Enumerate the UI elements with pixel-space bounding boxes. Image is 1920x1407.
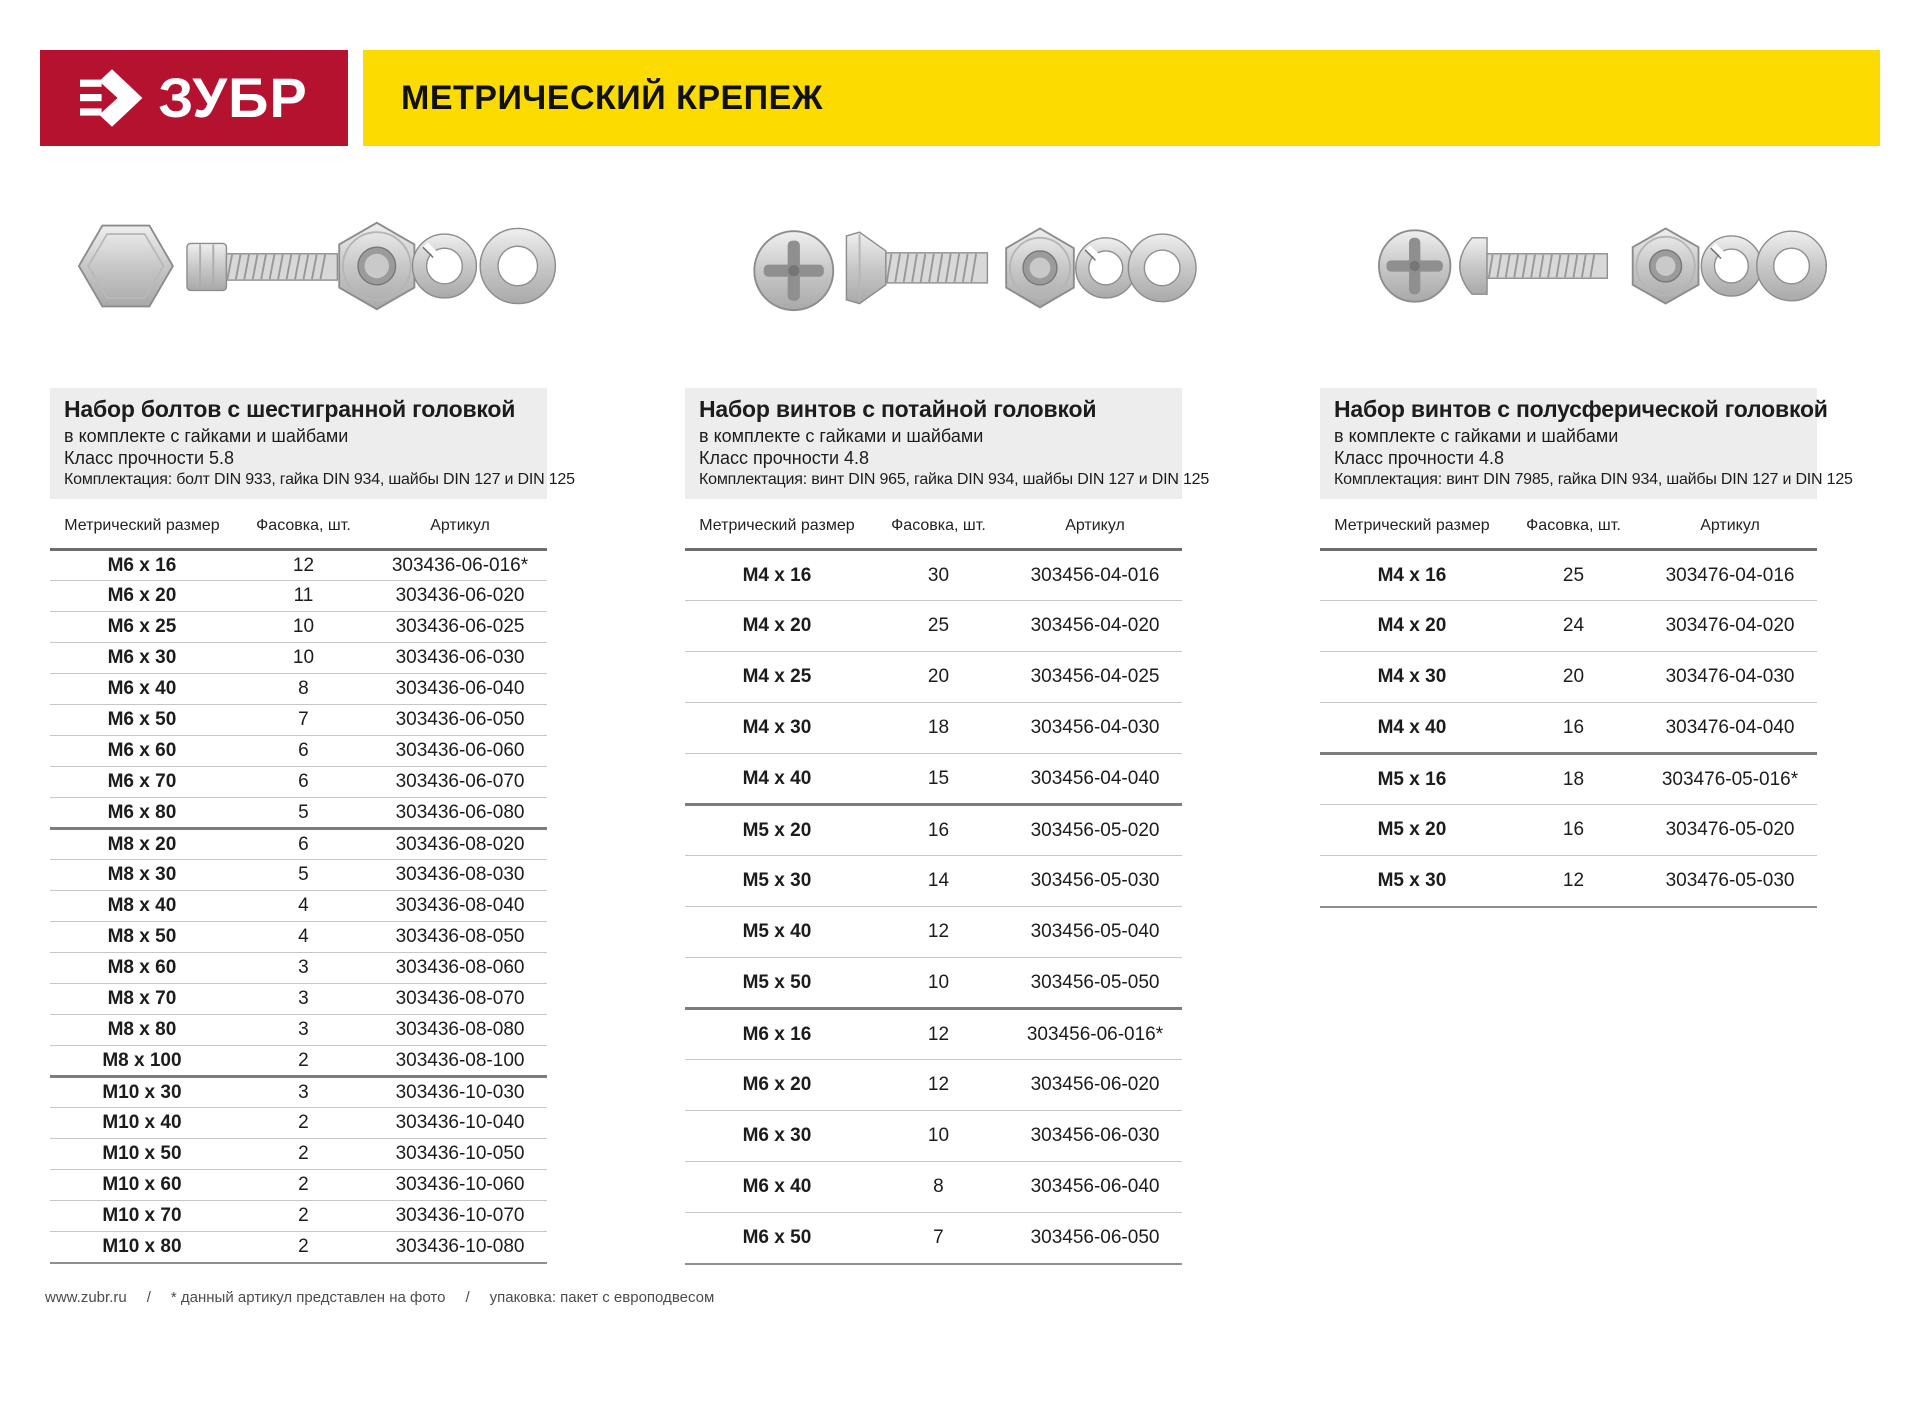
size-cell: М4 х 16	[685, 550, 869, 601]
sku-cell: 303436-06-020	[373, 581, 547, 612]
pack-qty-cell: 15	[869, 754, 1008, 805]
pack-qty-cell: 20	[1504, 652, 1643, 703]
size-cell: М6 х 30	[685, 1111, 869, 1162]
pack-qty-cell: 3	[234, 1015, 373, 1046]
pack-qty-cell: 16	[869, 805, 1008, 856]
table-row	[685, 958, 1182, 1009]
product-photo	[1320, 186, 1817, 346]
pack-qty-cell: 4	[234, 922, 373, 953]
split-lock-washer	[413, 234, 477, 298]
section-heading-box	[685, 388, 1210, 499]
table-row	[1320, 550, 1817, 601]
sku-cell: 303456-05-050	[1008, 958, 1182, 1009]
sku-cell: 303476-05-020	[1643, 805, 1817, 856]
section-strength-class: Класс прочности 4.8	[1334, 448, 1505, 468]
table-row	[50, 953, 547, 984]
section-subtitle: в комплекте с гайками и шайбами	[699, 426, 984, 446]
table-row	[50, 798, 547, 829]
table-row	[685, 907, 1182, 958]
size-cell: М10 х 70	[50, 1201, 234, 1232]
pack-qty-cell: 6	[234, 829, 373, 860]
table-row	[50, 767, 547, 798]
sku-cell: 303456-05-030	[1008, 856, 1182, 907]
flat-washer	[1757, 231, 1827, 301]
table-row	[50, 550, 547, 581]
size-cell: М6 х 40	[685, 1162, 869, 1213]
split-lock-washer	[1701, 236, 1761, 296]
page-footer	[0, 1289, 1920, 1306]
pack-qty-cell: 10	[234, 643, 373, 674]
size-cell: М4 х 20	[1320, 601, 1504, 652]
sku-cell: 303436-06-025	[373, 612, 547, 643]
sku-cell: 303436-08-030	[373, 860, 547, 891]
table-row	[50, 581, 547, 612]
pack-qty-cell: 7	[869, 1213, 1008, 1264]
table-row	[50, 891, 547, 922]
hex-nut	[339, 223, 414, 309]
table-header-row	[1320, 499, 1817, 550]
sku-cell: 303456-04-025	[1008, 652, 1182, 703]
pack-qty-cell: 3	[234, 984, 373, 1015]
size-cell: М8 х 70	[50, 984, 234, 1015]
sku-cell: 303456-04-040	[1008, 754, 1182, 805]
pack-qty-cell: 2	[234, 1170, 373, 1201]
size-cell: М8 х 20	[50, 829, 234, 860]
sku-cell: 303456-06-030	[1008, 1111, 1182, 1162]
sku-cell: 303436-10-040	[373, 1108, 547, 1139]
phillips-head-top-view	[754, 231, 833, 310]
sku-column-header: Артикул	[1643, 499, 1817, 550]
pack-qty-cell: 4	[234, 891, 373, 922]
table-row	[50, 643, 547, 674]
size-cell: М5 х 30	[685, 856, 869, 907]
sku-cell: 303436-06-050	[373, 705, 547, 736]
table-row	[50, 1139, 547, 1170]
flat-washer	[480, 228, 555, 303]
size-cell: М5 х 20	[1320, 805, 1504, 856]
size-cell: М8 х 30	[50, 860, 234, 891]
table-row	[50, 1046, 547, 1077]
sku-cell: 303436-10-060	[373, 1170, 547, 1201]
countersunk-screw-nut-washers-photo	[681, 186, 1198, 346]
pack-qty-cell: 6	[234, 736, 373, 767]
product-table	[50, 499, 547, 1264]
pack-column-header: Фасовка, шт.	[869, 499, 1008, 550]
size-cell: М6 х 16	[685, 1009, 869, 1060]
product-photo	[50, 186, 547, 346]
sku-cell: 303436-06-080	[373, 798, 547, 829]
brand-logo-text: ЗУБР	[158, 66, 308, 129]
footer-asterisk-note: * данный артикул представлен на фото	[170, 1288, 446, 1306]
sku-cell: 303436-06-016*	[373, 550, 547, 581]
pack-qty-cell: 16	[1504, 703, 1643, 754]
pack-qty-cell: 10	[234, 612, 373, 643]
table-row	[1320, 754, 1817, 805]
sku-cell: 303456-06-016*	[1008, 1009, 1182, 1060]
product-table	[685, 499, 1182, 1265]
size-cell: М8 х 100	[50, 1046, 234, 1077]
table-row	[50, 860, 547, 891]
size-cell: М6 х 50	[50, 705, 234, 736]
size-cell: М10 х 30	[50, 1077, 234, 1108]
pack-qty-cell: 6	[234, 767, 373, 798]
table-row	[50, 984, 547, 1015]
table-header-row	[50, 499, 547, 550]
pack-qty-cell: 2	[234, 1139, 373, 1170]
pack-qty-cell: 2	[234, 1201, 373, 1232]
table-row	[685, 1213, 1182, 1264]
pack-qty-cell: 24	[1504, 601, 1643, 652]
table-row	[50, 612, 547, 643]
page-title: МЕТРИЧЕСКИЙ КРЕПЕЖ	[401, 78, 824, 117]
table-row	[1320, 652, 1817, 703]
pack-qty-cell: 3	[234, 1077, 373, 1108]
sku-cell: 303476-04-030	[1643, 652, 1817, 703]
zubr-stripes-diamond-icon	[80, 67, 144, 129]
size-cell: М6 х 25	[50, 612, 234, 643]
pack-qty-cell: 18	[1504, 754, 1643, 805]
size-cell: М8 х 50	[50, 922, 234, 953]
table-row	[685, 1009, 1182, 1060]
size-cell: М6 х 20	[50, 581, 234, 612]
pack-qty-cell: 2	[234, 1232, 373, 1263]
table-row	[1320, 805, 1817, 856]
pack-qty-cell: 14	[869, 856, 1008, 907]
product-section-countersunk-screws	[685, 186, 1210, 1265]
table-header-row	[685, 499, 1182, 550]
section-title: Набор болтов с шестигранной головкой	[64, 396, 516, 422]
section-contents: Комплектация: винт DIN 965, гайка DIN 934, шайбы DIN 127 и DIN 125	[699, 471, 1210, 488]
pack-qty-cell: 7	[234, 705, 373, 736]
sku-cell: 303476-05-030	[1643, 856, 1817, 907]
sku-cell: 303456-06-050	[1008, 1213, 1182, 1264]
sku-cell: 303436-06-030	[373, 643, 547, 674]
pack-qty-cell: 5	[234, 860, 373, 891]
size-cell: М5 х 40	[685, 907, 869, 958]
pack-qty-cell: 2	[234, 1046, 373, 1077]
section-contents: Комплектация: болт DIN 933, гайка DIN 934, шайбы DIN 127 и DIN 125	[64, 471, 575, 488]
table-row	[50, 1232, 547, 1263]
product-section-pan-head-screws	[1320, 186, 1853, 1265]
sku-cell: 303456-06-040	[1008, 1162, 1182, 1213]
footer-separator: /	[146, 1288, 151, 1306]
table-row	[685, 1111, 1182, 1162]
pack-qty-cell: 12	[234, 550, 373, 581]
sku-column-header: Артикул	[1008, 499, 1182, 550]
table-row	[1320, 703, 1817, 754]
sku-cell: 303476-05-016*	[1643, 754, 1817, 805]
pack-qty-cell: 20	[869, 652, 1008, 703]
sku-cell: 303436-06-070	[373, 767, 547, 798]
pack-qty-cell: 8	[869, 1162, 1008, 1213]
product-table	[1320, 499, 1817, 908]
banner-title-box	[363, 50, 1880, 146]
sku-cell: 303456-05-040	[1008, 907, 1182, 958]
sku-cell: 303436-08-040	[373, 891, 547, 922]
pack-qty-cell: 12	[869, 907, 1008, 958]
sku-cell: 303436-08-060	[373, 953, 547, 984]
size-column-header: Метрический размер	[685, 499, 869, 550]
hex-bolt-nut-washers-photo	[46, 186, 563, 346]
pan-head-screw-side	[1460, 238, 1608, 294]
size-cell: М8 х 40	[50, 891, 234, 922]
table-row	[685, 805, 1182, 856]
pack-qty-cell: 11	[234, 581, 373, 612]
sku-cell: 303436-08-100	[373, 1046, 547, 1077]
table-row	[50, 1108, 547, 1139]
size-cell: М6 х 60	[50, 736, 234, 767]
table-row	[685, 703, 1182, 754]
sku-cell: 303456-06-020	[1008, 1060, 1182, 1111]
flat-washer	[1128, 234, 1196, 302]
footer-separator: /	[465, 1288, 470, 1306]
size-cell: М6 х 40	[50, 674, 234, 705]
pack-qty-cell: 12	[869, 1060, 1008, 1111]
section-title: Набор винтов с полусферической головкой	[1334, 396, 1828, 422]
sku-cell: 303436-08-050	[373, 922, 547, 953]
pack-qty-cell: 25	[1504, 550, 1643, 601]
size-cell: М4 х 20	[685, 601, 869, 652]
table-row	[1320, 856, 1817, 907]
size-cell: М4 х 30	[685, 703, 869, 754]
size-cell: М10 х 50	[50, 1139, 234, 1170]
sku-cell: 303476-04-016	[1643, 550, 1817, 601]
size-cell: М6 х 70	[50, 767, 234, 798]
table-row	[685, 856, 1182, 907]
section-subtitle: в комплекте с гайками и шайбами	[64, 426, 349, 446]
sku-cell: 303436-08-020	[373, 829, 547, 860]
size-cell: М5 х 20	[685, 805, 869, 856]
pack-column-header: Фасовка, шт.	[234, 499, 373, 550]
brand-logo-box	[40, 50, 348, 146]
table-row	[50, 674, 547, 705]
table-row	[50, 829, 547, 860]
table-row	[50, 1170, 547, 1201]
table-row	[50, 705, 547, 736]
footer-packaging-note: упаковка: пакет с европодвесом	[489, 1288, 715, 1306]
size-cell: М6 х 50	[685, 1213, 869, 1264]
table-row	[50, 1201, 547, 1232]
pack-qty-cell: 18	[869, 703, 1008, 754]
section-contents: Комплектация: винт DIN 7985, гайка DIN 934, шайбы DIN 127 и DIN 125	[1334, 471, 1853, 488]
size-cell: М4 х 16	[1320, 550, 1504, 601]
table-row	[685, 601, 1182, 652]
size-cell: М6 х 20	[685, 1060, 869, 1111]
table-row	[685, 1060, 1182, 1111]
size-cell: М10 х 40	[50, 1108, 234, 1139]
size-cell: М6 х 16	[50, 550, 234, 581]
product-section-hex-bolts	[50, 186, 575, 1265]
sku-cell: 303436-10-030	[373, 1077, 547, 1108]
size-cell: М10 х 80	[50, 1232, 234, 1263]
sku-cell: 303436-10-050	[373, 1139, 547, 1170]
pack-qty-cell: 30	[869, 550, 1008, 601]
section-title: Набор винтов с потайной головкой	[699, 396, 1097, 422]
size-column-header: Метрический размер	[50, 499, 234, 550]
pack-qty-cell: 10	[869, 1111, 1008, 1162]
size-cell: М8 х 60	[50, 953, 234, 984]
size-cell: М5 х 50	[685, 958, 869, 1009]
sku-cell: 303456-04-016	[1008, 550, 1182, 601]
sku-cell: 303456-04-020	[1008, 601, 1182, 652]
section-heading-box	[50, 388, 575, 499]
pack-qty-cell: 10	[869, 958, 1008, 1009]
sku-cell: 303436-08-070	[373, 984, 547, 1015]
size-cell: М4 х 40	[685, 754, 869, 805]
pack-qty-cell: 25	[869, 601, 1008, 652]
section-strength-class: Класс прочности 5.8	[64, 448, 235, 468]
pack-qty-cell: 16	[1504, 805, 1643, 856]
product-photo	[685, 186, 1182, 346]
table-row	[50, 922, 547, 953]
size-cell: М4 х 30	[1320, 652, 1504, 703]
split-lock-washer	[1076, 238, 1136, 298]
size-cell: М6 х 80	[50, 798, 234, 829]
hex-bolt-head	[79, 226, 173, 307]
size-cell: М8 х 80	[50, 1015, 234, 1046]
size-column-header: Метрический размер	[1320, 499, 1504, 550]
size-cell: М5 х 30	[1320, 856, 1504, 907]
pack-qty-cell: 5	[234, 798, 373, 829]
pack-column-header: Фасовка, шт.	[1504, 499, 1643, 550]
table-row	[50, 736, 547, 767]
size-cell: М6 х 30	[50, 643, 234, 674]
sku-cell: 303436-08-080	[373, 1015, 547, 1046]
section-subtitle: в комплекте с гайками и шайбами	[1334, 426, 1619, 446]
countersunk-screw-side	[846, 232, 987, 303]
phillips-head-top-view	[1379, 230, 1450, 301]
table-row	[685, 1162, 1182, 1213]
table-row	[50, 1015, 547, 1046]
table-row	[685, 550, 1182, 601]
sku-cell: 303476-04-040	[1643, 703, 1817, 754]
section-strength-class: Класс прочности 4.8	[699, 448, 870, 468]
table-row	[685, 754, 1182, 805]
product-columns	[0, 186, 1920, 1265]
table-row	[1320, 601, 1817, 652]
section-heading-box	[1320, 388, 1853, 499]
sku-cell: 303436-10-080	[373, 1232, 547, 1263]
size-cell: М4 х 40	[1320, 703, 1504, 754]
hex-nut	[1633, 228, 1699, 303]
size-cell: М5 х 16	[1320, 754, 1504, 805]
sku-cell: 303436-10-070	[373, 1201, 547, 1232]
pack-qty-cell: 12	[1504, 856, 1643, 907]
pack-qty-cell: 12	[869, 1009, 1008, 1060]
top-banner	[40, 50, 1880, 146]
pack-qty-cell: 3	[234, 953, 373, 984]
pack-qty-cell: 2	[234, 1108, 373, 1139]
pack-qty-cell: 8	[234, 674, 373, 705]
sku-cell: 303456-05-020	[1008, 805, 1182, 856]
table-row	[685, 652, 1182, 703]
sku-column-header: Артикул	[373, 499, 547, 550]
footer-website: www.zubr.ru	[45, 1288, 127, 1306]
size-cell: М10 х 60	[50, 1170, 234, 1201]
hex-bolt-side	[187, 243, 337, 290]
pan-head-screw-nut-washers-photo	[1316, 186, 1833, 346]
sku-cell: 303456-04-030	[1008, 703, 1182, 754]
sku-cell: 303476-04-020	[1643, 601, 1817, 652]
table-row	[50, 1077, 547, 1108]
size-cell: М4 х 25	[685, 652, 869, 703]
sku-cell: 303436-06-040	[373, 674, 547, 705]
hex-nut	[1006, 228, 1074, 307]
sku-cell: 303436-06-060	[373, 736, 547, 767]
